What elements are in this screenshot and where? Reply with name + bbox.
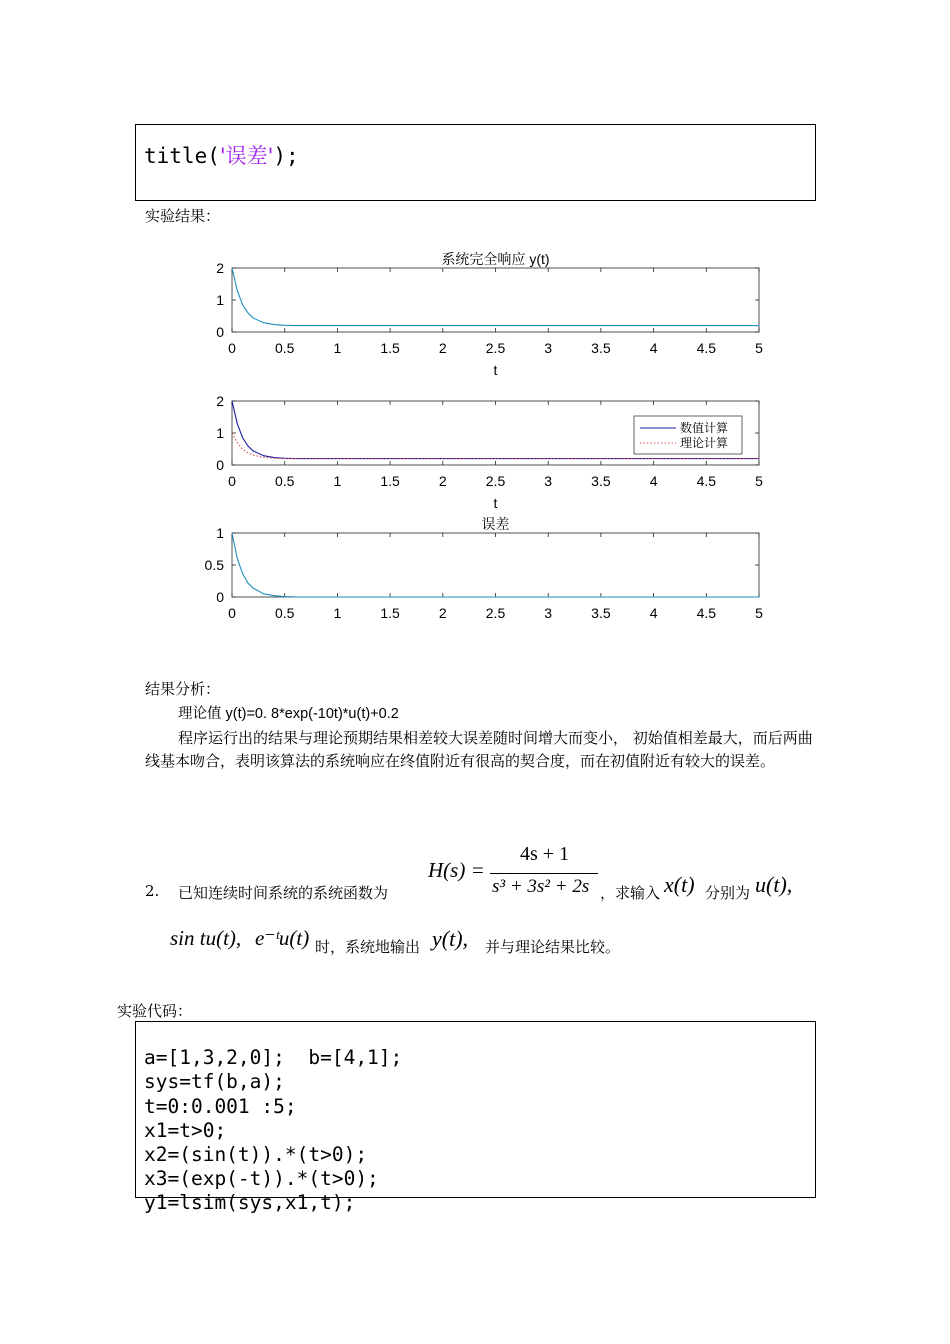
y-tick-label: 0.5 — [204, 557, 224, 573]
x-axis-label: t — [493, 495, 498, 511]
analysis-theory: 理论值 y(t)=0. 8*exp(-10t)*u(t)+0.2 — [178, 706, 399, 722]
x-tick-label: 0 — [228, 605, 236, 621]
heading-results: 实验结果： — [145, 207, 221, 225]
y-tick-label: 2 — [216, 393, 224, 409]
x-tick-label: 0 — [228, 473, 236, 489]
x-tick-label: 0 — [228, 340, 236, 356]
formula-x-of-t: x(t) — [664, 872, 695, 897]
x-tick-label: 2.5 — [485, 340, 506, 356]
formula-h-lhs: H(s) = — [428, 858, 485, 882]
legend-label: 数值计算 — [680, 421, 729, 435]
x-tick-label: 1 — [333, 340, 342, 356]
x-tick-label: 4 — [649, 340, 658, 356]
code-text: ); — [273, 144, 299, 168]
x-tick-label: 2.5 — [485, 473, 506, 489]
x-tick-label: 0.5 — [274, 340, 295, 356]
formula-sin-term: sin tu(t), — [170, 926, 242, 950]
problem-intro: 已知连续时间系统的系统函数为 — [178, 884, 389, 902]
code-line: x1=t>0; — [144, 1118, 227, 1142]
formula-numerator: 4s + 1 — [520, 843, 570, 865]
code-text: title( — [144, 144, 220, 168]
fraction-bar — [490, 873, 598, 874]
x-tick-label: 3.5 — [591, 340, 611, 356]
y-tick-label: 2 — [216, 260, 224, 276]
figure-subplots — [0, 240, 950, 640]
x-tick-label: 1.5 — [380, 340, 400, 356]
x-tick-label: 3.5 — [591, 605, 611, 621]
x-tick-label: 2.5 — [485, 605, 506, 621]
plot-area — [232, 533, 759, 597]
code-line: x3=(exp(-t)).*(t>0); — [144, 1167, 379, 1191]
x-tick-label: 2 — [438, 605, 447, 621]
formula-exp-term: e⁻ᵗu(t) — [255, 926, 310, 950]
analysis-heading: 结果分析： — [145, 680, 221, 698]
x-tick-label: 4.5 — [696, 605, 717, 621]
y-tick-label: 1 — [216, 525, 224, 541]
x-tick-label: 3.5 — [591, 473, 611, 489]
x-tick-label: 1.5 — [380, 473, 400, 489]
code-string: '误差' — [219, 144, 274, 168]
code-block — [144, 1022, 402, 1216]
problem-tail: 并与理论结果比较。 — [485, 938, 621, 956]
problem-number: 2. — [145, 882, 160, 900]
x-tick-label: 4.5 — [696, 340, 717, 356]
x-tick-label: 1.5 — [380, 605, 400, 621]
x-tick-label: 3 — [544, 473, 553, 489]
formula-y-of-t: y(t), — [432, 926, 469, 951]
x-tick-label: 5 — [755, 473, 763, 489]
x-tick-label: 2 — [438, 340, 447, 356]
code-line: t=0:0.001 :5; — [144, 1094, 297, 1118]
x-tick-label: 1 — [333, 605, 342, 621]
x-tick-label: 3 — [544, 605, 553, 621]
formula-denominator: s³ + 3s² + 2s — [492, 876, 590, 897]
y-tick-label: 0 — [216, 589, 224, 605]
x-tick-label: 0.5 — [274, 473, 295, 489]
code-line-title — [144, 140, 299, 170]
y-tick-label: 0 — [216, 457, 224, 473]
problem-text-3: 时，系统地输出 — [315, 938, 421, 956]
y-tick-label: 0 — [216, 324, 224, 340]
x-tick-label: 3 — [544, 340, 553, 356]
x-tick-label: 5 — [755, 605, 763, 621]
analysis-paragraph: 程序运行出的结果与理论预期结果相差较大误差随时间增大而变小， 初始值相差最大，而后两曲线基本吻合，表明该算法的系统响应在终值附近有很高的契合度，而在初值附近有较大的误差。 — [145, 729, 813, 770]
code-line: x2=(sin(t)).*(t>0); — [144, 1143, 368, 1167]
code-line: sys=tf(b,a); — [144, 1070, 285, 1094]
y-tick-label: 1 — [216, 292, 224, 308]
x-tick-label: 4 — [649, 473, 658, 489]
x-tick-label: 4 — [649, 605, 658, 621]
plot-area — [232, 268, 759, 332]
x-tick-label: 4.5 — [696, 473, 717, 489]
y-tick-label: 1 — [216, 425, 224, 441]
x-tick-label: 1 — [333, 473, 342, 489]
x-tick-label: 5 — [755, 340, 763, 356]
problem-text-1: ，求输入 — [600, 884, 661, 902]
x-tick-label: 2 — [438, 473, 447, 489]
code-line: a=[1,3,2,0]; b=[4,1]; — [144, 1046, 403, 1070]
code-line: y1=lsim(sys,x1,t); — [144, 1191, 356, 1215]
problem-text-2: 分别为 — [705, 884, 751, 902]
subplot-title: 误差 — [481, 516, 510, 532]
formula-u-of-t: u(t), — [755, 872, 793, 897]
heading-code: 实验代码： — [117, 1002, 193, 1020]
x-tick-label: 0.5 — [274, 605, 295, 621]
legend-label: 理论计算 — [680, 436, 729, 450]
subplot-title: 系统完全响应 y(t) — [441, 251, 550, 267]
x-axis-label: t — [493, 362, 498, 378]
